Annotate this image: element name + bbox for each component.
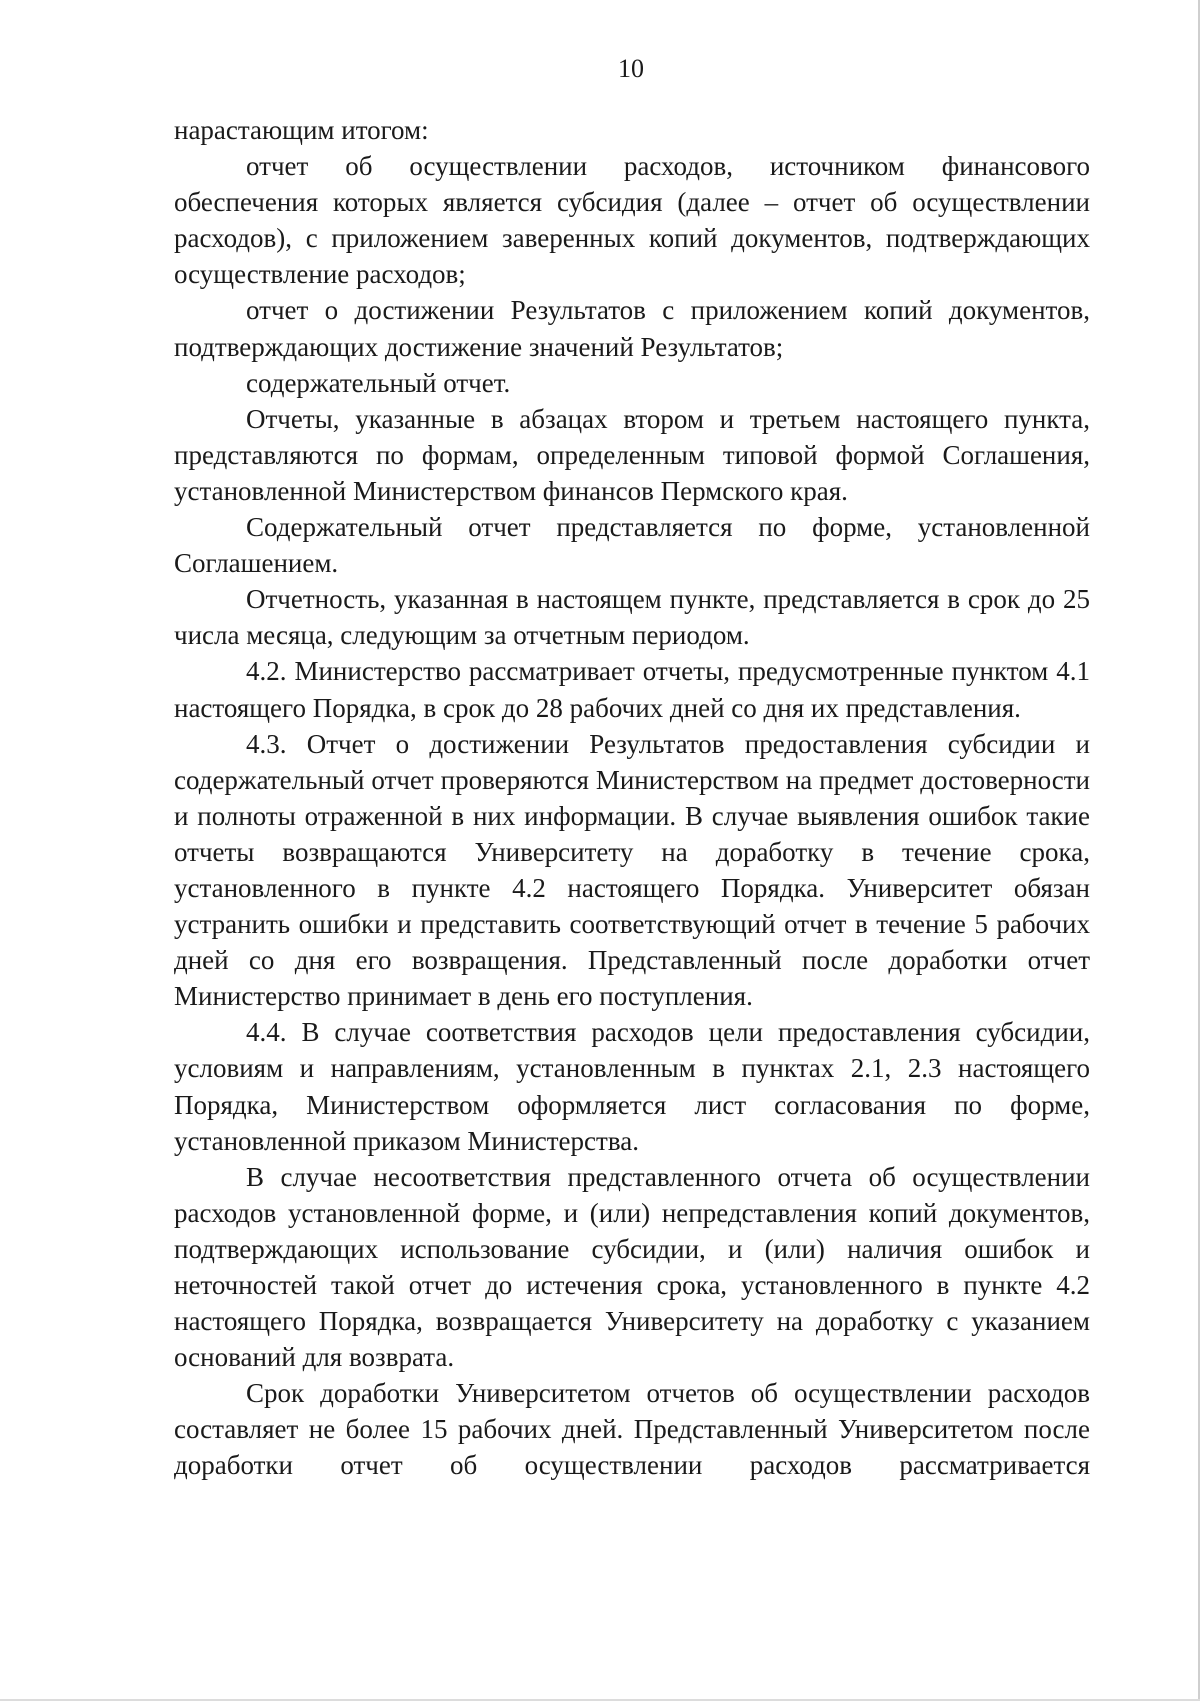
paragraph-clause-4-4: 4.4. В случае соответствия расходов цели предоставления субсидии, условиям и направлениям, установленным в пунктах 2.1, 2.3 настоящего Порядка, Министерством оформляется лист согласования по форме, установленной приказом Министерства. [174,1017,1090,1156]
paragraph-clause-4-2: 4.2. Министерство рассматривает отчеты, предусмотренные пунктом 4.1 настоящего Порядка, в срок до 28 рабочих дней со дня их представления. [174,656,1090,723]
paragraph-nonconformity: В случае несоответствия представленного отчета об осуществлении расходов установленной форме, и (или) непредставления копий документов, подтверждающих использование субсидии, и (или) наличия ошибок и неточностей такой отчет до истечения срока, установленного в пункте 4.2 настоящего Порядка, возвращается Университету на доработку с указанием оснований для возврата. [174,1161,1090,1373]
paragraph-reporting-deadline: Отчетность, указанная в настоящем пункте, представляется в срок до 25 числа месяца, следующим за отчетным периодом. [174,584,1090,651]
paragraph-continuation: нарастающим итогом: [174,115,429,145]
document-body [174,112,1090,1484]
paragraph-results-report: отчет о достижении Результатов с приложением копий документов, подтверждающих достижение значений Результатов; [174,295,1090,362]
paragraph-content-report: содержательный отчет. [246,367,511,398]
paragraph-report-forms: Отчеты, указанные в абзацах втором и третьем настоящего пункта, представляются по формам, определенным типовой формой Соглашения, установленной Министерством финансов Пермского края. [174,403,1090,506]
paragraph-revision-term: Срок доработки Университетом отчетов об осуществлении расходов составляет не более 15 рабочих дней. Представленный Университетом после доработки отчет об осуществлении расходов рассматривается [174,1378,1090,1481]
paragraph-expense-report: отчет об осуществлении расходов, источником финансового обеспечения которых является субсидия (далее – отчет об осуществлении расходов), с приложением заверенных копий документов, подтверждающих осуществление расходов; [174,151,1090,290]
page-number: 10 [618,54,644,83]
paragraph-content-report-form: Содержательный отчет представляется по форме, установленной Соглашением. [174,512,1090,579]
paragraph-clause-4-3: 4.3. Отчет о достижении Результатов предоставления субсидии и содержательный отчет проверяются Министерством на предмет достоверности и полноты отраженной в них информации. В случае выявления ошибок такие отчеты возвращаются Университету на доработку в течение срока, установленного в пункте 4.2 настоящего Порядка. Университет обязан устранить ошибки и представить соответствующий отчет в течение 5 рабочих дней со дня его возвращения. Представленный после доработки отчет Министерство принимает в день его поступления. [174,728,1090,1012]
